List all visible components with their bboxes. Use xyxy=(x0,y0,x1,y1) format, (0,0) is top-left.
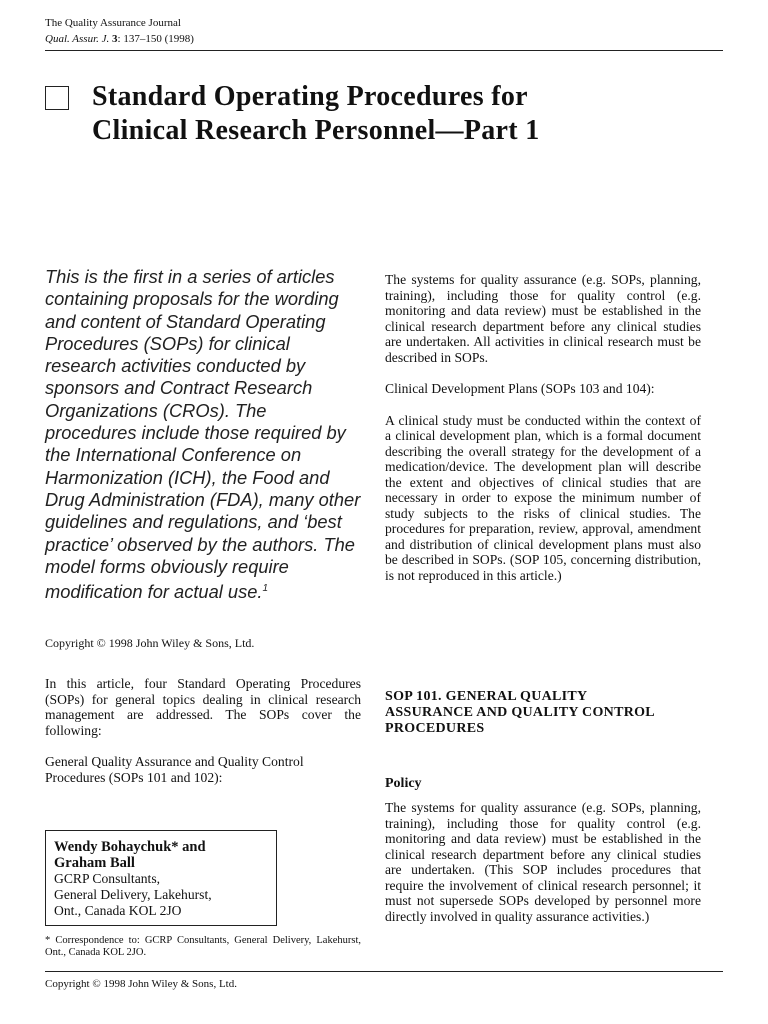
author-affiliation-1: GCRP Consultants, xyxy=(54,871,161,886)
footer-copyright: Copyright © 1998 John Wiley & Sons, Ltd. xyxy=(45,978,237,990)
citation-abbrev: Qual. Assur. J. xyxy=(45,33,110,45)
title-line-1: Standard Operating Procedures for xyxy=(92,81,528,112)
intro-section xyxy=(45,676,361,801)
author-box xyxy=(45,830,277,926)
title-box-icon xyxy=(45,86,69,110)
citation-pages: : 137–150 (1998) xyxy=(117,33,194,45)
policy-heading: Policy xyxy=(385,776,422,791)
top-rule xyxy=(45,50,723,51)
policy-paragraph: The systems for quality assurance (e.g. SOPs, planning, training), including those for quality control (e.g. monitoring and data review) must be established in the clinical research department before any clinical studies are undertaken. (This SOP includes procedures that require the involvement of clinical research personnel; it must not supersede SOPs developed by personnel more directly involved in quality assurance activities.) xyxy=(385,800,701,924)
journal-citation xyxy=(45,31,194,47)
author-affiliation-3: Ont., Canada KOL 2JO xyxy=(54,903,182,918)
intro-paragraph-1: In this article, four Standard Operating Procedures (SOPs) for general topics dealing in clinical research management are addressed. The SOPs cover the following: xyxy=(45,676,361,738)
abstract-copyright: Copyright © 1998 John Wiley & Sons, Ltd. xyxy=(45,636,255,650)
right-paragraph-3: A clinical study must be conducted within the context of a clinical development plan, which is a formal document describing the overall strategy for the development of a medication/device. The development plan will describe the extent and objectives of clinical studies that are necessary in order to expose the minimum number of study subjects to the risks of clinical studies. The procedures for preparation, review, approval, amendment and distribution of clinical development plans must also be described in SOPs. (SOP 105, concerning distribution, is not reproduced in this article.) xyxy=(385,412,701,583)
correspondence-footnote: * Correspondence to: GCRP Consultants, General Delivery, Lakehurst, Ont., Canada KOL 2JO. xyxy=(45,935,361,958)
journal-name: The Quality Assurance Journal xyxy=(45,17,181,29)
citation-volume: 3 xyxy=(112,33,118,45)
right-column-top xyxy=(385,272,701,599)
sop-heading-line-3: PROCEDURES xyxy=(385,721,485,736)
author-affiliation-2: General Delivery, Lakehurst, xyxy=(54,887,212,902)
title-line-2: Clinical Research Personnel—Part 1 xyxy=(92,115,540,146)
author-names-line-1: Wendy Bohaychuk* and xyxy=(54,839,206,855)
bottom-rule xyxy=(45,971,723,972)
abstract xyxy=(45,266,361,604)
sop-101-heading xyxy=(385,689,655,737)
abstract-footnote-mark: 1 xyxy=(262,583,269,595)
author-names-line-2: Graham Ball xyxy=(54,854,135,871)
sop-heading-line-1: SOP 101. GENERAL QUALITY xyxy=(385,689,588,704)
right-paragraph-2: Clinical Development Plans (SOPs 103 and 104): xyxy=(385,381,655,396)
sop-heading-line-2: ASSURANCE AND QUALITY CONTROL xyxy=(385,705,655,720)
policy-section xyxy=(385,800,701,940)
article-title xyxy=(92,80,540,148)
journal-header xyxy=(45,15,194,47)
right-paragraph-1: The systems for quality assurance (e.g. SOPs, planning, training), including those for quality control (e.g. monitoring and data review) must be established in the clinical research department before any clinical studies are undertaken. All activities in clinical research must be described in SOPs. xyxy=(385,272,701,365)
abstract-text: This is the first in a series of articles containing proposals for the wording and content of Standard Operating Procedures (SOPs) for clinical research activities conducted by sponsors and Contract Research Organizations (CROs). The procedures include those required by the International Conference on Harmonization (ICH), the Food and Drug Administration (FDA), many other guidelines and regulations, and ‘best practice’ observed by the authors. The model forms obviously require modification for actual use. xyxy=(45,266,361,603)
intro-paragraph-2: General Quality Assurance and Quality Control Procedures (SOPs 101 and 102): xyxy=(45,754,304,785)
